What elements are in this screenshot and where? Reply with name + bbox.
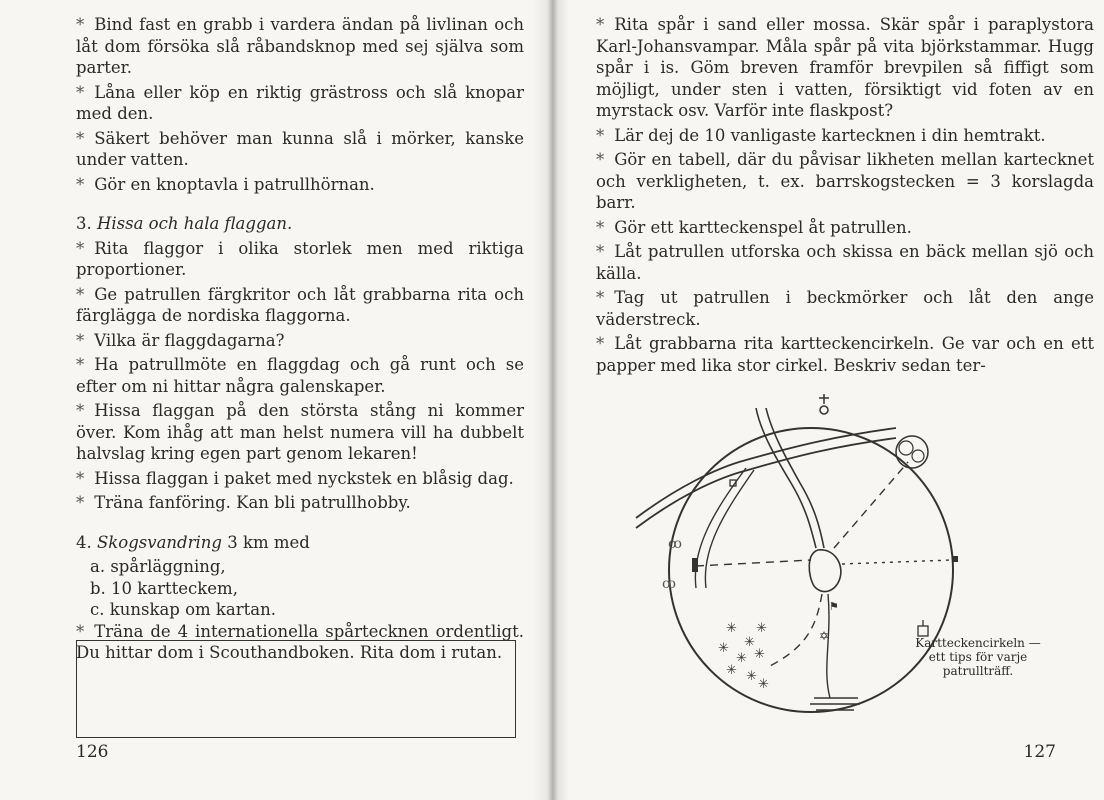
list-item: * Ge patrullen färgkritor och låt grabbarna rita och färglägga de nordiska flaggorna.: [76, 284, 524, 325]
left-page-text: [76, 14, 524, 667]
path-line: [834, 462, 908, 548]
bullet-icon: *: [596, 15, 605, 34]
right-page: [548, 0, 1104, 800]
list-item: * Bind fast en grabb i vardera ändan på livlinan och låt dom försöka slå råbandsknop med sej själva som parter.: [76, 15, 524, 77]
section-title: Hissa och hala flaggan.: [97, 214, 293, 233]
list-item: * Gör en tabell, där du påvisar likheten mellan kartecknet och verkligheten, t. ex. barrskogstecken = 3 korslagda barr.: [596, 150, 1094, 212]
svg-text:✳: ✳: [718, 641, 729, 656]
list-item: * Låna eller köp en riktig grästross och slå knopar med den.: [76, 82, 524, 123]
left-page: [0, 0, 548, 800]
bullet-icon: *: [596, 217, 605, 237]
bridge-icon: [692, 558, 698, 572]
bullet-icon: *: [76, 493, 85, 512]
building-icon: [918, 620, 928, 636]
section-title: Skogsvandring: [97, 532, 222, 552]
flag-icon: ⚑: [829, 600, 839, 613]
list-item: * Låt grabbarna rita kartteckencirkeln. Ge var och en ett papper med lika stor cirkel. Beskriv sedan ter-: [596, 334, 1094, 375]
list-item: * Hissa flaggan i paket med nyckstek en blåsig dag.: [76, 468, 514, 488]
road-line: [636, 428, 896, 518]
list-item: * Gör en knoptavla i patrullhörnan.: [76, 174, 375, 194]
svg-text:✳: ✳: [756, 621, 767, 636]
list-item: * Träna fanföring. Kan bli patrullhobby.: [76, 493, 411, 512]
svg-text:✳: ✳: [754, 647, 765, 662]
right-page-text: [596, 14, 1094, 379]
sub-item: b. 10 kartteckem,: [90, 578, 238, 598]
svg-text:✳: ✳: [726, 621, 737, 636]
list-item: * Rita flaggor i olika storlek men med riktiga proportioner.: [76, 238, 524, 279]
reed-icon: ꝏ: [668, 536, 682, 552]
bullet-icon: *: [596, 150, 605, 169]
svg-text:✳: ✳: [726, 663, 737, 678]
drawing-box: [76, 640, 516, 738]
list-item: * Rita spår i sand eller mossa. Skär spår i paraplystora Karl-Johansvampar. Måla spår på vita björkstammar. Hugg spår i is. Göm breven framför brevpilen så fiffigt som möjligt, under sten i vatten, försiktigt vid foten av en myrstack osv. Varför inte flaskpost?: [596, 15, 1094, 120]
marsh-icon: [810, 698, 860, 710]
bullet-icon: *: [76, 128, 85, 148]
list-item: * Träna de 4 internationella spårtecknen ordentligt. Du hittar dom i Scouthandboken. Rita dom i rutan.: [76, 621, 524, 662]
bullet-icon: *: [76, 330, 85, 350]
page-number: 126: [76, 742, 109, 762]
list-item: * Tag ut patrullen i beckmörker och låt den ange väderstreck.: [596, 288, 1094, 329]
bullet-icon: *: [596, 288, 605, 307]
bullet-icon: *: [76, 82, 85, 102]
bullet-icon: *: [76, 401, 85, 420]
list-item: * Vilka är flaggdagarna?: [76, 330, 285, 350]
svg-text:✳: ✳: [744, 635, 755, 650]
list-item: * Lär dej de 10 vanligaste kartecknen i din hemtrakt.: [596, 125, 1046, 145]
svg-text:✳: ✳: [736, 651, 747, 666]
figure-caption: Kartteckencirkeln — ett tips för varje patrullträff.: [915, 636, 1041, 678]
conifer-forest-icon: [718, 621, 769, 692]
list-item: * Låt patrullen utforska och skissa en bäck mellan sjö och källa.: [596, 242, 1094, 283]
path-line: [842, 560, 952, 564]
book-gutter: [533, 0, 569, 800]
bullet-icon: *: [76, 284, 85, 304]
path-line: [766, 594, 822, 668]
bullet-icon: *: [76, 238, 85, 258]
svg-text:✳: ✳: [746, 669, 757, 684]
section-heading: 3. Hissa och hala flaggan.: [76, 214, 293, 233]
deciduous-tree-icon: [896, 436, 928, 468]
svg-text:✳: ✳: [758, 677, 769, 692]
bullet-icon: *: [76, 468, 85, 488]
church-icon: [819, 394, 829, 414]
list-item: * Hissa flaggan på den största stång ni kommer över. Kom ihåg att man helst numera vill ha dubbelt halvslag kring egen part genom lekaren!: [76, 401, 524, 463]
bullet-icon: *: [76, 174, 85, 194]
star-icon: ✡: [819, 629, 830, 643]
list-item: * Gör ett kartteckenspel åt patrullen.: [596, 217, 912, 237]
page-number: 127: [1023, 742, 1056, 762]
section-heading: 4. Skogsvandring 3 km med: [76, 532, 310, 552]
bullet-icon: *: [596, 334, 605, 353]
path-line: [696, 560, 811, 566]
marker-icon: [952, 556, 958, 562]
bullet-icon: *: [76, 15, 85, 34]
stream-line: [705, 470, 754, 588]
bullet-icon: *: [596, 125, 605, 145]
list-item: * Säkert behöver man kunna slå i mörker, kanske under vatten.: [76, 128, 524, 169]
lake-icon: [809, 550, 841, 592]
list-item: * Ha patrullmöte en flaggdag och gå runt och se efter om ni hittar några galenskaper.: [76, 355, 524, 396]
bullet-icon: *: [76, 355, 85, 374]
road-line: [636, 438, 896, 528]
sub-item: c. kunskap om kartan.: [90, 600, 276, 619]
bullet-icon: *: [76, 621, 85, 641]
bullet-icon: *: [596, 242, 605, 261]
reed-icon: ꝏ: [662, 576, 676, 592]
sub-item: a. spårläggning,: [90, 557, 226, 576]
